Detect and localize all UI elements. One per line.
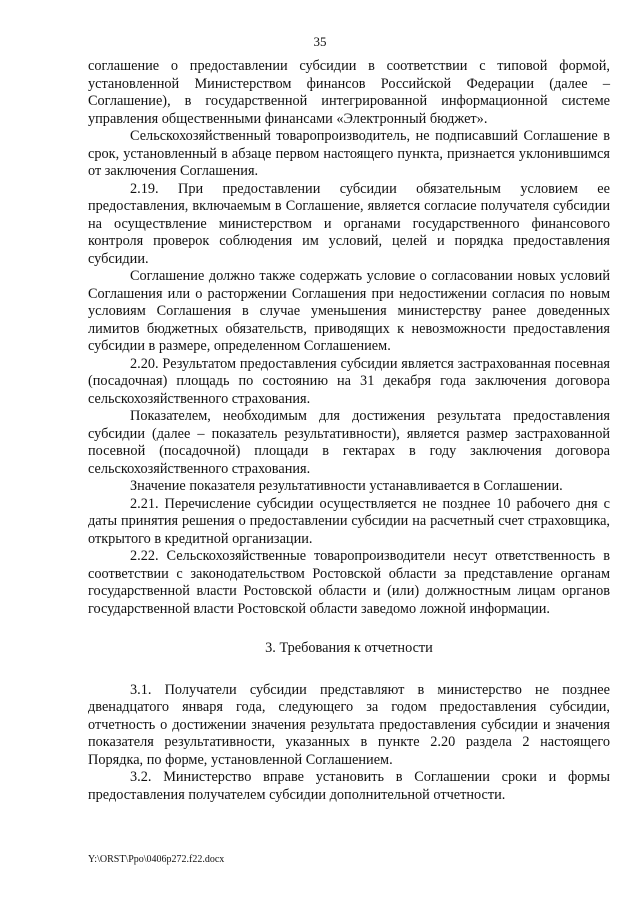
paragraph: Значение показателя результативности устанавливается в Соглашении. — [130, 478, 563, 494]
page-number: 35 — [313, 34, 327, 49]
document-body — [88, 58, 610, 804]
footer-file-path: Y:\ORST\Ppo\0406p272.f22.docx — [88, 854, 225, 865]
paragraph: 2.22. Сельскохозяйственные товаропроизводители несут ответственность в соответствии с законодательством Ростовской области за представление органам государственной власти Ростовской области и (или) должностным лицам органов государственной власти Ростовской области заведомо ложной информации. — [88, 548, 610, 617]
paragraph: соглашение о предоставлении субсидии в соответствии с типовой формой, установленной Министерством финансов Российской Федерации (далее – Соглашение), в государственной интегрированной информационной системе управления общественными финансами «Электронный бюджет». — [88, 58, 610, 127]
paragraph: 2.21. Перечисление субсидии осуществляется не позднее 10 рабочего дня с даты принятия решения о предоставлении субсидии на расчетный счет страховщика, открытого в кредитной организации. — [88, 495, 610, 547]
paragraph: 3.1. Получатели субсидии представляют в министерство не позднее двенадцатого января года, следующего за годом предоставления субсидии, отчетность о достижении значения результата предоставления субсидии и значения показателя результативности, указанных в пункте 2.20 раздела 2 настоящего Порядка, по форме, установленной Соглашением. — [88, 681, 610, 768]
paragraph: 3.2. Министерство вправе установить в Соглашении сроки и формы предоставления получателем субсидии дополнительной отчетности. — [88, 769, 610, 803]
paragraph: 2.20. Результатом предоставления субсидии является застрахованная посевная (посадочная) площадь по состоянию на 31 декабря года заключения договора сельскохозяйственного страхования. — [88, 355, 610, 407]
paragraph: Соглашение должно также содержать условие о согласовании новых условий Соглашения или о расторжении Соглашения при недостижении согласия по новым условиям Соглашения в случае уменьшения министерству ранее доведенных лимитов бюджетных обязательств, приводящих к невозможности предоставления субсидии в размере, определенном Соглашением. — [88, 268, 610, 354]
paragraph: Сельскохозяйственный товаропроизводитель, не подписавший Соглашение в срок, установленный в абзаце первом настоящего пункта, признается уклонившимся от заключения Соглашения. — [88, 128, 610, 179]
section-heading: 3. Требования к отчетности — [265, 640, 433, 656]
paragraph: Показателем, необходимым для достижения результата предоставления субсидии (далее – показатель результативности), является размер застрахованной посевной (посадочной) площади в гектарах в году заключения договора сельскохозяйственного страхования. — [88, 408, 610, 477]
paragraph: 2.19. При предоставлении субсидии обязательным условием ее предоставления, включаемым в Соглашение, является согласие получателя субсидии на осуществление министерством и органами государственного финансового контроля проверок соблюдения им условий, целей и порядка предоставления субсидии. — [88, 180, 610, 267]
